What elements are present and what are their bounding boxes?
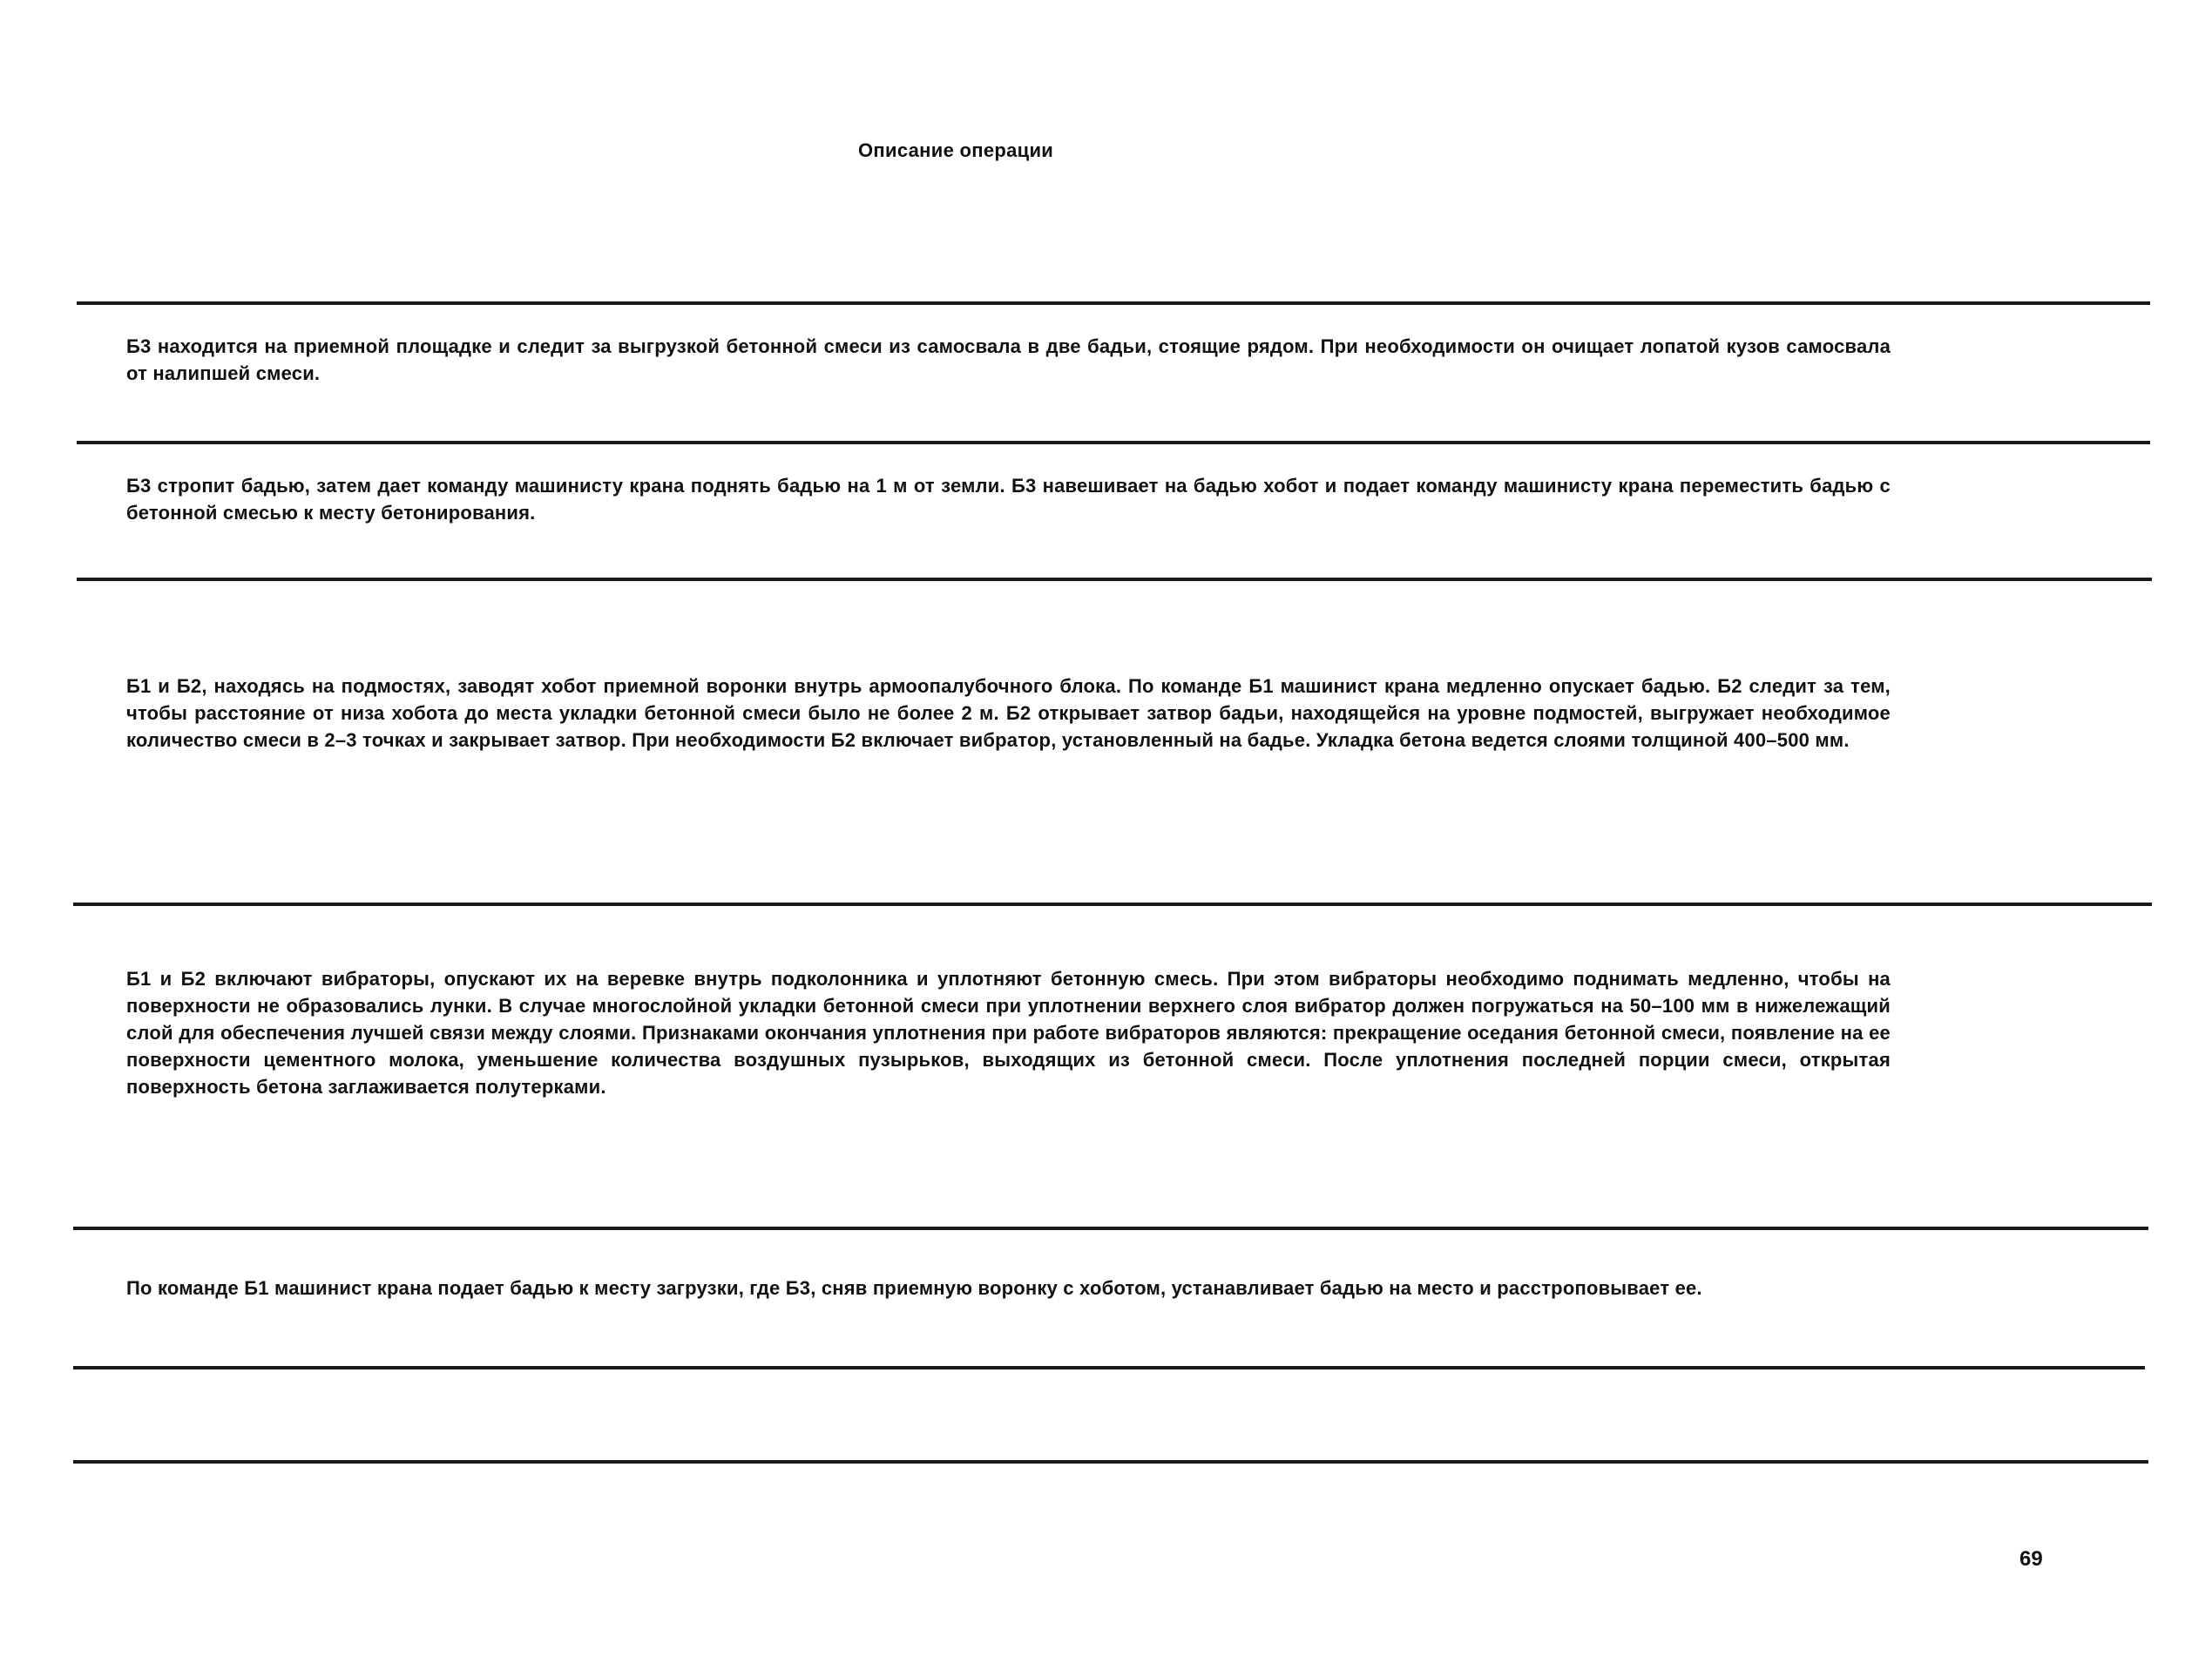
operation-step-3: Б1 и Б2, находясь на подмостях, заводят хобот приемной воронки внутрь армоопалубочного блока. По команде Б1 машинист крана медленно опускает бадью. Б2 следит за тем, чтобы расстояние от низа хобота до места укладки бетонной смеси было не более 2 м. Б2 открывает затвор бадьи, находящейся на уровне подмостей, выгружает необходимое количество смеси в 2–3 точках и закрывает затвор. При необходимости Б2 включает вибратор, установленный на бадье. Укладка бетона ведется слоями толщиной 400–500 мм.: [126, 675, 1891, 751]
page-number: 69: [2019, 1547, 2043, 1571]
divider-line: [73, 903, 2152, 906]
divider-line: [77, 441, 2150, 444]
divider-line: [73, 1227, 2148, 1230]
page-heading: Описание операции: [858, 139, 1054, 161]
divider-line: [77, 578, 2152, 581]
divider-line: [73, 1366, 2145, 1369]
divider-line: [77, 301, 2150, 305]
operation-step-4: Б1 и Б2 включают вибраторы, опускают их на веревке внутрь подколонника и уплотняют бетонную смесь. При этом вибраторы необходимо поднимать медленно, чтобы на поверхности не образовались лунки. В случае многослойной укладки бетонной смеси при уплотнении верхнего слоя вибратор должен погружаться на 50–100 мм в нижележащий слой для обеспечения лучшей связи между слоями. Признаками окончания уплотнения при работе вибраторов являются: прекращение оседания бетонной смеси, появление на ее поверхности цементного молока, уменьшение количества воздушных пузырьков, выходящих из бетонной смеси. После уплотнения последней порции смеси, открытая поверхность бетона заглаживается полутерками.: [126, 968, 1891, 1098]
operation-step-2: Б3 стропит бадью, затем дает команду машинисту крана поднять бадью на 1 м от земли. Б3 навешивает на бадью хобот и подает команду машинисту крана переместить бадью с бетонной смесью к месту бетонирования.: [126, 475, 1891, 524]
operation-step-5: По команде Б1 машинист крана подает бадью к месту загрузки, где Б3, сняв приемную воронку с хоботом, устанавливает бадью на место и расстроповывает ее.: [126, 1277, 1702, 1299]
operation-step-1: Б3 находится на приемной площадке и следит за выгрузкой бетонной смеси из самосвала в две бадьи, стоящие рядом. При необходимости он очищает лопатой кузов самосвала от налипшей смеси.: [126, 335, 1891, 384]
divider-line: [73, 1460, 2148, 1464]
